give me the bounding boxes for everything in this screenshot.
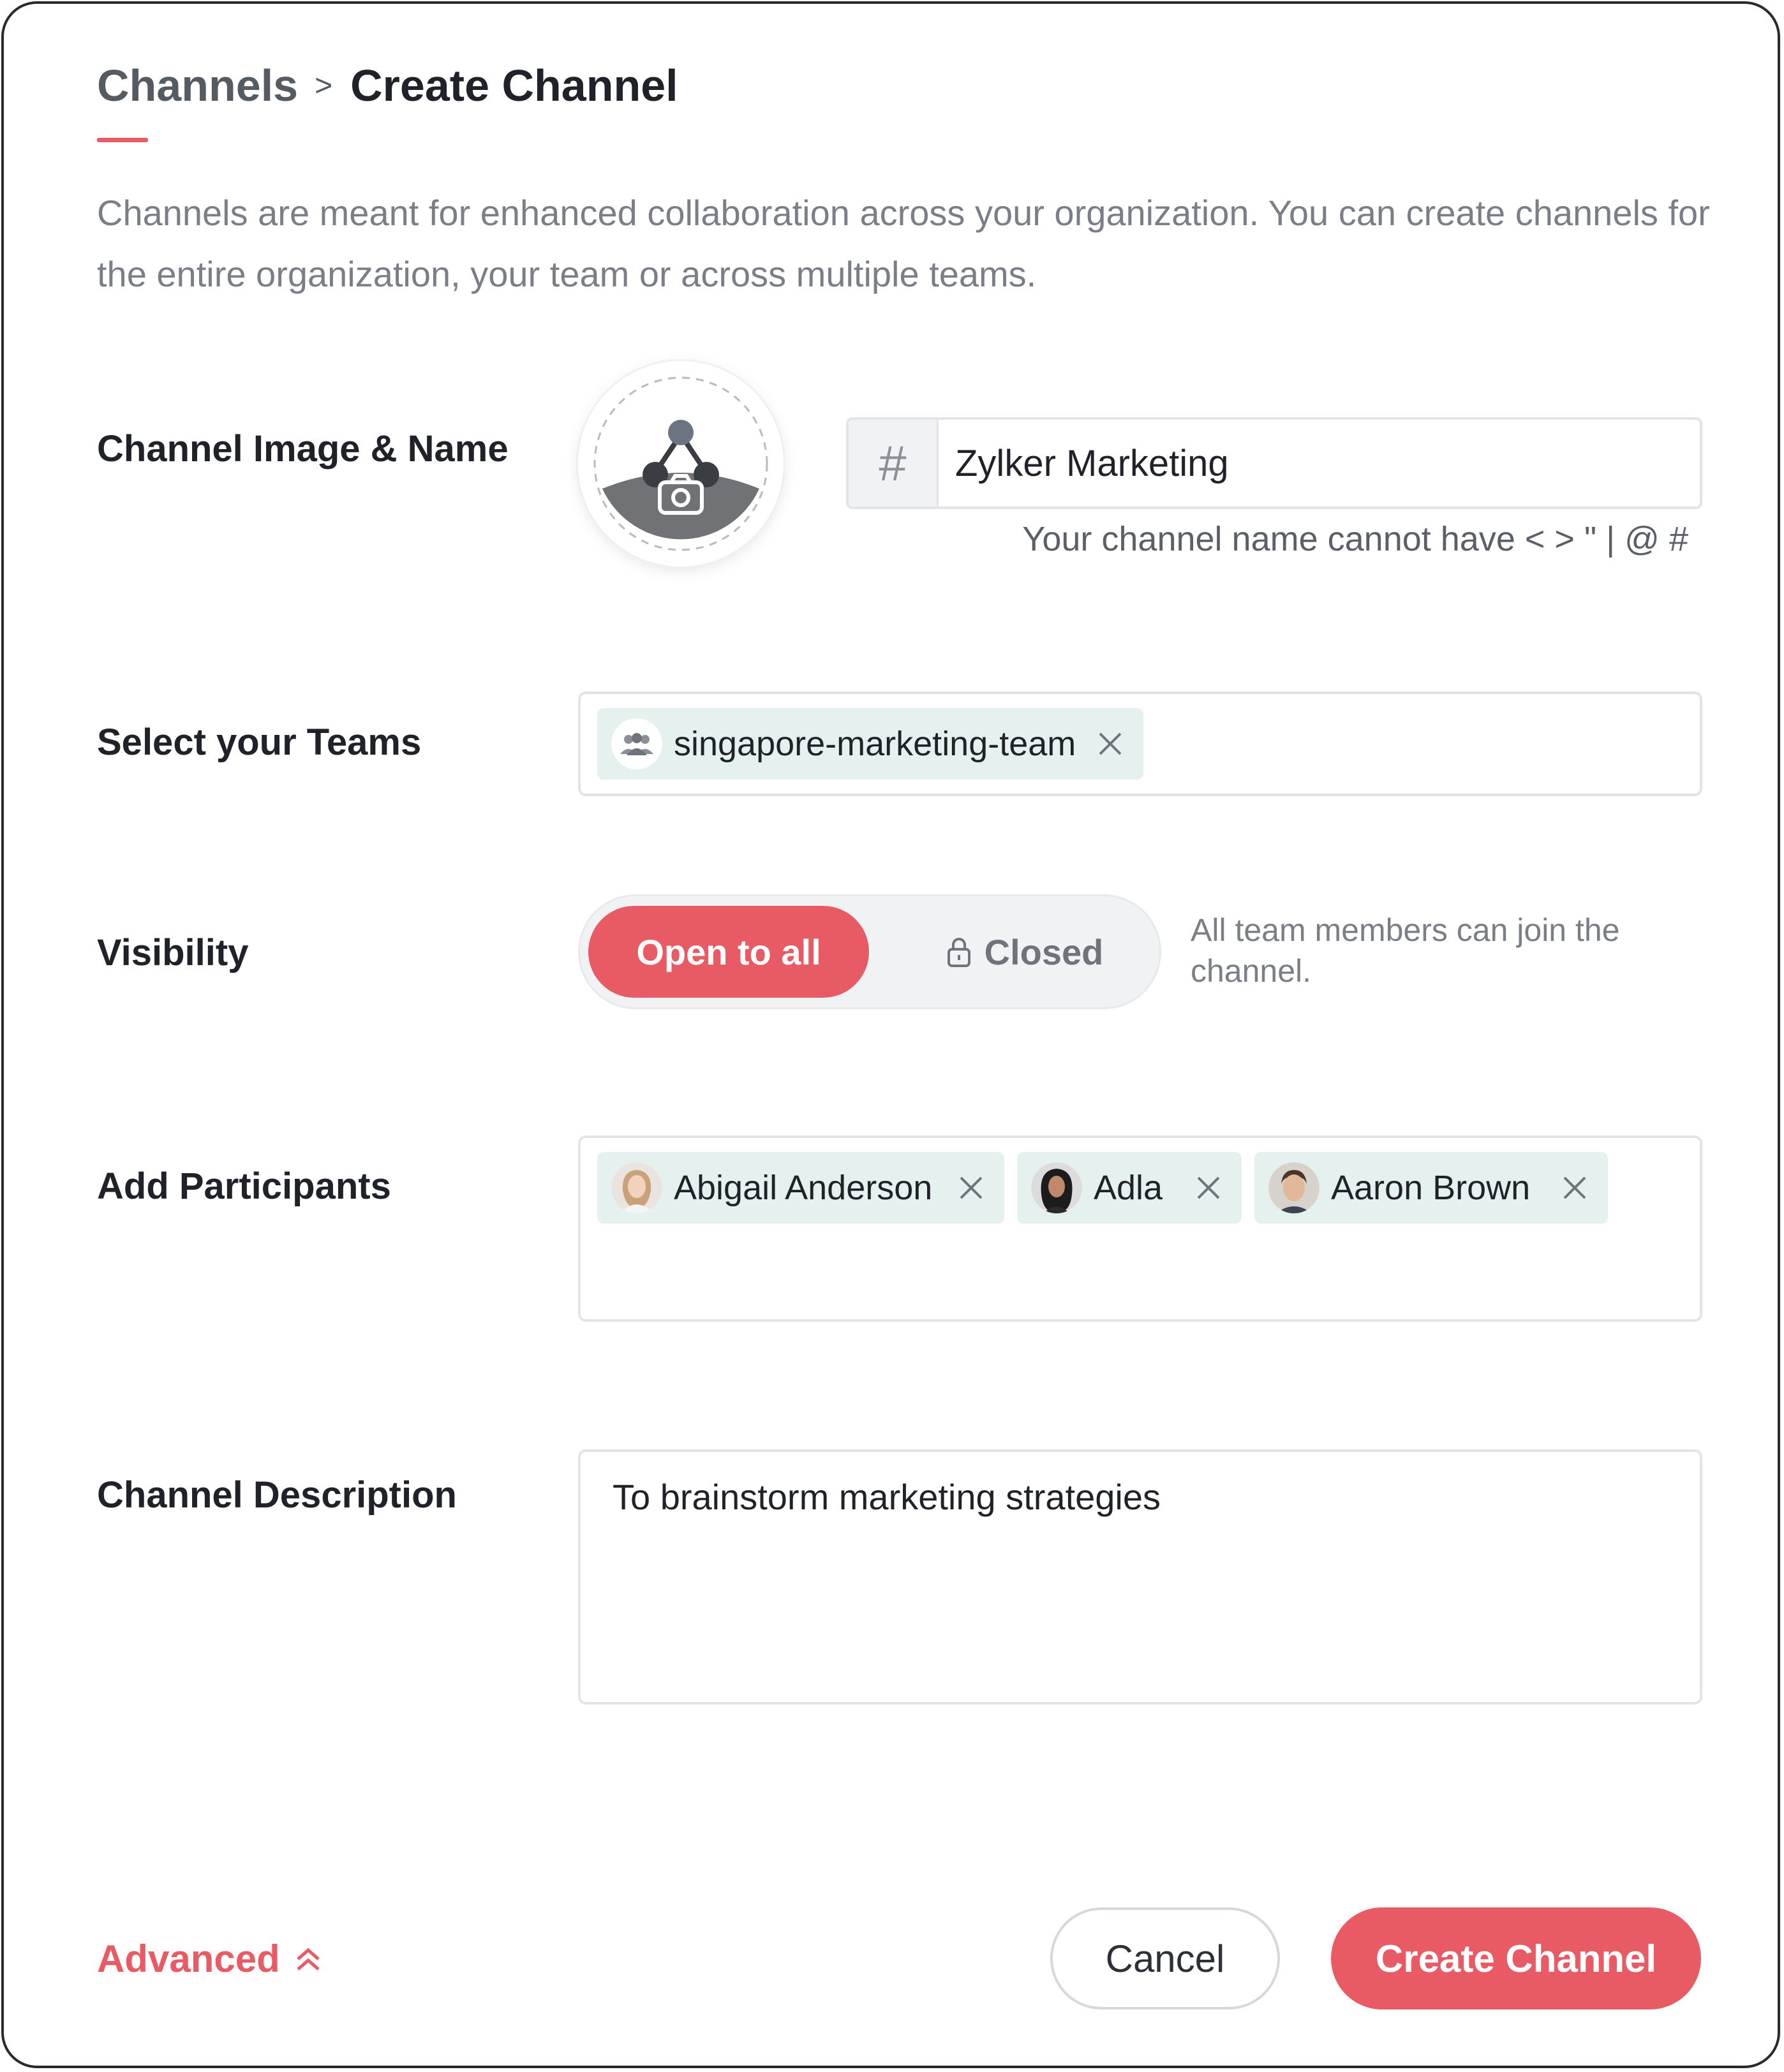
participant-chip — [1254, 1152, 1608, 1224]
remove-team-icon[interactable] — [1096, 730, 1124, 758]
intro-text: Channels are meant for enhanced collaboration across your organization. You can create channels for the entire organization, your team or across multiple teams. — [97, 193, 1710, 294]
page-title: Create Channel — [350, 61, 678, 110]
double-chevron-up-icon — [294, 1945, 322, 1973]
avatar — [611, 1162, 662, 1213]
channel-description-textarea[interactable] — [578, 1449, 1702, 1705]
remove-participant-icon[interactable] — [1194, 1174, 1223, 1202]
team-chip-label: singapore-marketing-team — [674, 725, 1076, 763]
create-channel-dialog — [1, 1, 1780, 2068]
channel-image-name-label: Channel Image & Name — [97, 428, 509, 470]
channel-image-upload[interactable] — [578, 361, 784, 566]
avatar — [1268, 1162, 1319, 1213]
visibility-description: All team members can join the channel. — [1191, 912, 1620, 989]
participants-field[interactable] — [578, 1136, 1702, 1322]
advanced-label: Advanced — [97, 1937, 280, 1980]
participant-chip — [1017, 1152, 1242, 1224]
advanced-toggle[interactable] — [97, 1937, 322, 1981]
closed-option-label: Closed — [984, 931, 1104, 972]
avatar — [1031, 1162, 1082, 1213]
open-to-all-option[interactable]: Open to all — [588, 906, 869, 998]
channel-image-icon — [578, 361, 784, 566]
channel-name-hint: Your channel name cannot have < > " | @ # — [1022, 520, 1688, 558]
team-chip — [597, 708, 1143, 780]
participant-name: Adla — [1094, 1169, 1163, 1207]
remove-participant-icon[interactable] — [1561, 1174, 1589, 1202]
hash-prefix: # — [849, 420, 939, 507]
channel-description-value: To brainstorm marketing strategies — [613, 1477, 1161, 1517]
breadcrumb-channels-link[interactable]: Channels — [97, 61, 299, 110]
channel-name-input[interactable]: Zylker Marketing — [955, 442, 1229, 484]
channel-description-label: Channel Description — [97, 1474, 457, 1516]
breadcrumb-underline — [97, 138, 148, 142]
breadcrumb-separator: > — [315, 68, 333, 103]
closed-option[interactable] — [897, 906, 1152, 998]
breadcrumb — [97, 60, 678, 111]
add-participants-label: Add Participants — [97, 1166, 391, 1207]
channel-name-field[interactable] — [846, 417, 1702, 509]
lock-icon — [946, 936, 972, 968]
team-icon — [611, 718, 662, 769]
participant-name: Aaron Brown — [1331, 1169, 1531, 1207]
participant-chip — [597, 1152, 1004, 1224]
teams-select[interactable] — [578, 692, 1702, 796]
visibility-label: Visibility — [97, 932, 249, 973]
participant-name: Abigail Anderson — [674, 1169, 933, 1207]
select-teams-label: Select your Teams — [97, 722, 422, 763]
create-channel-button[interactable]: Create Channel — [1331, 1907, 1701, 2009]
cancel-button[interactable]: Cancel — [1050, 1907, 1280, 2009]
remove-participant-icon[interactable] — [957, 1174, 985, 1202]
visibility-toggle — [578, 894, 1161, 1009]
